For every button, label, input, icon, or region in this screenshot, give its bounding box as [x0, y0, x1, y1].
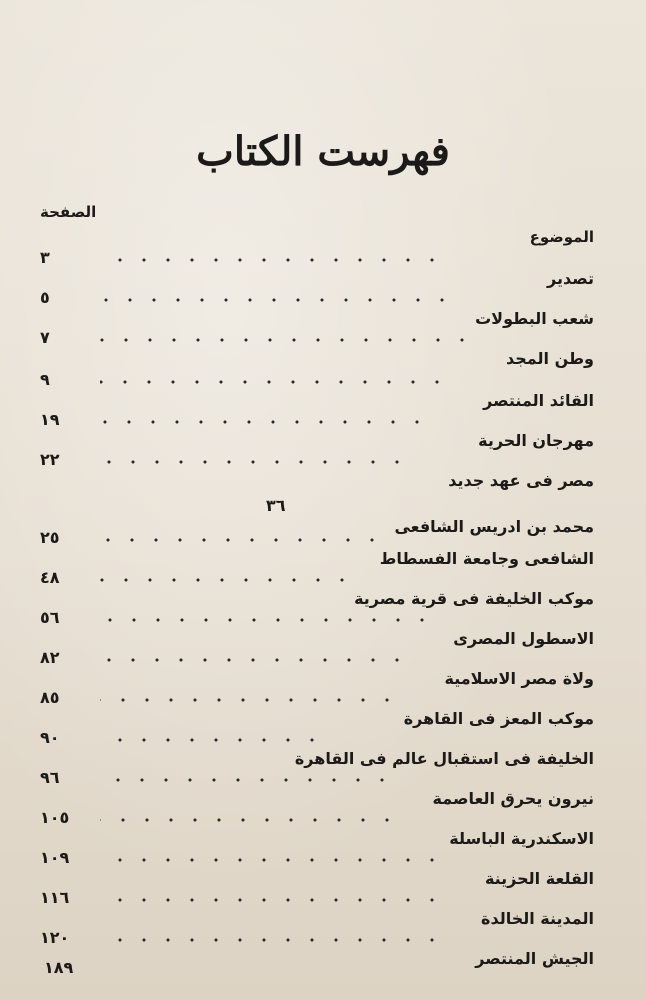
- toc-entry-page: ١٩: [40, 410, 60, 429]
- toc-entry-page: ١٠٥: [40, 808, 70, 827]
- toc-entry: [40, 648, 594, 692]
- toc-entry: [40, 808, 594, 852]
- toc-entry-title: الجيش المنتصر: [475, 949, 594, 968]
- toc-entry: [40, 568, 594, 612]
- page-number: ١٨٩: [44, 958, 74, 977]
- leader-dots: [100, 460, 409, 464]
- toc-entry-page: ١١٦: [40, 888, 70, 907]
- toc-entry-title: ولاة مصر الاسلامية: [444, 669, 594, 688]
- leader-dots: [100, 658, 409, 662]
- toc-entry: [40, 248, 594, 292]
- leader-dots: [100, 538, 384, 542]
- toc-entry-title: الشافعى وجامعة الفسطاط: [379, 549, 594, 568]
- toc-entry-title: الاسكندرية الباسلة: [449, 829, 594, 848]
- toc-entry: [40, 888, 594, 932]
- toc-entry-page: ٩٦: [40, 768, 60, 787]
- leader-dots: [100, 698, 399, 702]
- toc-entry-page: ٥: [40, 288, 50, 307]
- toc-entry-page: ٣٦: [266, 496, 286, 515]
- toc-entry: [40, 288, 594, 332]
- leader-dots: [100, 298, 454, 302]
- leader-dots: [100, 898, 444, 902]
- toc-entry-title: القلعة الحزينة: [484, 869, 594, 888]
- leader-dots: [100, 818, 399, 822]
- leader-dots: [100, 578, 354, 582]
- leader-dots: [100, 258, 444, 262]
- toc-entry-title: تصدير: [547, 269, 594, 288]
- leader-dots: [100, 778, 394, 782]
- toc-entry-page: ١٢٠: [40, 928, 70, 947]
- toc-entry-title: الاسطول المصرى: [453, 629, 594, 648]
- leader-dots: [100, 420, 429, 424]
- toc-entry-title: مصر فى عهد جديد: [448, 471, 594, 490]
- toc-entry: [40, 328, 594, 372]
- page-column-header: الصفحة: [40, 203, 97, 221]
- toc-entry-title: شعب البطولات: [475, 309, 594, 328]
- toc-entry-page: ١٠٩: [40, 848, 70, 867]
- toc-entry-page: ٢٢: [40, 450, 60, 469]
- toc-entry-page: ٨٢: [40, 648, 60, 667]
- toc-entry-title: المدينة الخالدة: [481, 909, 594, 928]
- toc-entry: [40, 410, 594, 454]
- leader-dots: [100, 938, 444, 942]
- leader-dots: [100, 618, 434, 622]
- toc-entry-page: ٧: [40, 328, 50, 347]
- leader-dots: [100, 738, 324, 742]
- leader-dots: [100, 380, 449, 384]
- toc-entry-title: وطن المجد: [506, 349, 594, 368]
- toc-entry-page: ٩٠: [40, 728, 60, 747]
- toc-entry-page: ٣: [40, 248, 50, 267]
- page-title: فهرست الكتاب: [196, 128, 450, 175]
- leader-dots: [100, 858, 444, 862]
- leader-dots: [100, 338, 474, 342]
- toc-entry: [40, 528, 594, 572]
- toc-entry: [40, 608, 594, 652]
- toc-entry-title: نيرون يحرق العاصمة: [432, 789, 594, 808]
- toc-entry-page: ٤٨: [40, 568, 60, 587]
- toc-entry-title: الخليفة فى استقبال عالم فى القاهرة: [294, 749, 594, 768]
- toc-entry: [40, 928, 594, 972]
- toc-entry-page: ٩: [40, 370, 50, 389]
- toc-entry-title: موكب الخليفة فى قرية مصرية: [354, 589, 594, 608]
- toc-entry-page: ٢٥: [40, 528, 60, 547]
- toc-entry: [40, 450, 594, 494]
- toc-entry-title: القائد المنتصر: [483, 391, 594, 410]
- toc-entry: [40, 728, 594, 772]
- toc-entry-page: ٥٦: [40, 608, 60, 627]
- toc-entry-title: موكب المعز فى القاهرة: [403, 709, 594, 728]
- toc-entry: [40, 688, 594, 732]
- toc-entry-title: محمد بن ادريس الشافعى: [394, 517, 594, 536]
- toc-entry: [40, 768, 594, 812]
- toc-entry: [40, 848, 594, 892]
- toc-entry-page: ٨٥: [40, 688, 60, 707]
- topic-column-header: الموضوع: [529, 228, 594, 246]
- toc-entry-title: مهرجان الحرية: [478, 431, 594, 450]
- toc-entry: [40, 370, 594, 414]
